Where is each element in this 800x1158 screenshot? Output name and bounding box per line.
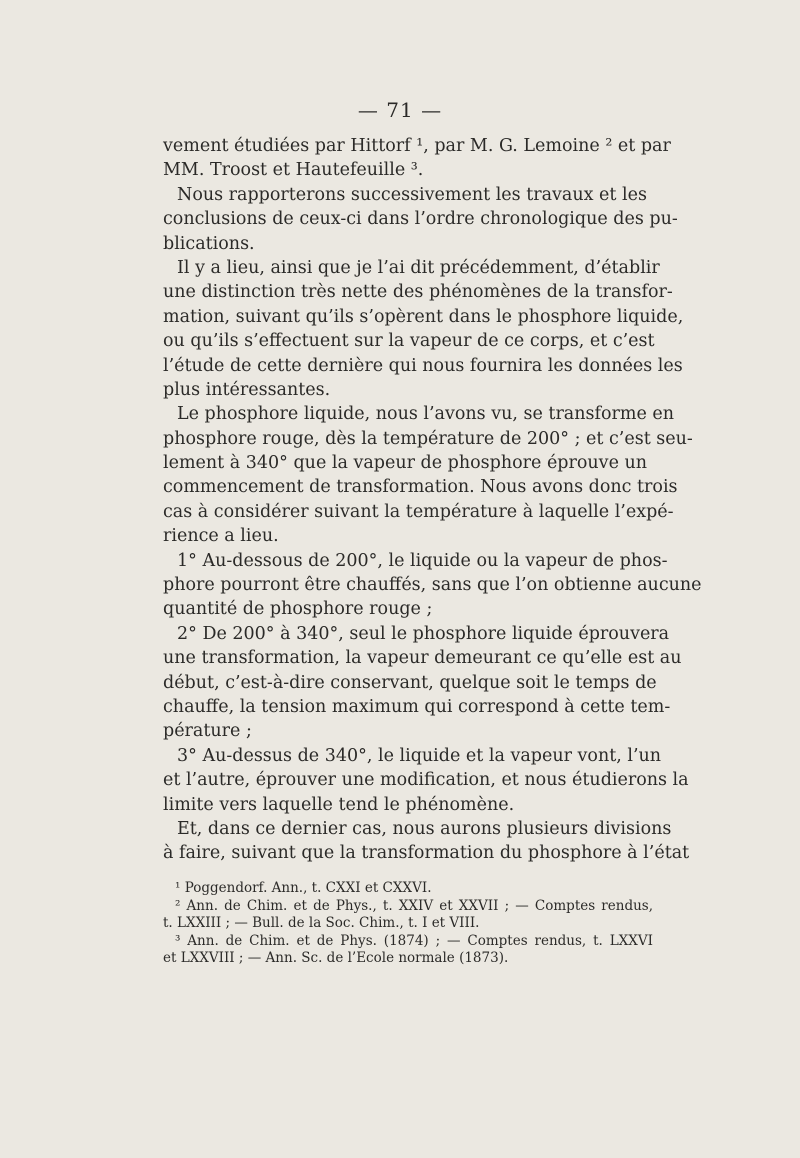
text-line: rience a lieu. bbox=[163, 526, 279, 547]
text-line: Il y a lieu, ainsi que je l’ai dit précédemment, d’établir bbox=[177, 257, 660, 278]
text-line: plus intéressantes. bbox=[163, 379, 331, 400]
text-line: une transformation, la vapeur demeurant ce qu’elle est au bbox=[163, 648, 682, 669]
body-text bbox=[163, 134, 702, 866]
text-line: conclusions de ceux-ci dans l’ordre chronologique des pu- bbox=[163, 209, 678, 230]
footnote-line: ¹ Poggendorf. Ann., t. CXXI et CXXVI. bbox=[175, 880, 432, 896]
text-line: pérature ; bbox=[163, 721, 252, 742]
text-line: Nous rapporterons successivement les travaux et les bbox=[177, 184, 647, 205]
text-line: l’étude de cette dernière qui nous fournira les données les bbox=[163, 355, 683, 376]
text-line: commencement de transformation. Nous avons donc trois bbox=[163, 477, 678, 498]
text-line: une distinction très nette des phénomènes de la transfor- bbox=[163, 282, 673, 303]
footnote-line: ³ Ann. de Chim. et de Phys. (1874) ; — Comptes rendus, t. LXXVI bbox=[175, 932, 653, 949]
text-line: mation, suivant qu’ils s’opèrent dans le phosphore liquide, bbox=[163, 306, 684, 327]
text-line: 2° De 200° à 340°, seul le phosphore liquide éprouvera bbox=[177, 623, 670, 644]
text-line: et l’autre, éprouver une modification, et nous étudierons la bbox=[163, 770, 689, 791]
text-line: vement étudiées par Hittorf ¹, par M. G. Lemoine ² et par bbox=[163, 136, 671, 156]
text-line: chauffe, la tension maximum qui correspond à cette tem- bbox=[163, 696, 671, 717]
text-line: quantité de phosphore rouge ; bbox=[163, 599, 433, 620]
footnotes bbox=[163, 880, 653, 968]
footnote-line: t. LXXIII ; — Bull. de la Soc. Chim., t. I et VIII. bbox=[163, 915, 480, 932]
page-number: — 71 — bbox=[357, 98, 443, 122]
footnote-line: et LXXVIII ; — Ann. Sc. de l’Ecole normale (1873). bbox=[163, 950, 509, 967]
text-line: à faire, suivant que la transformation du phosphore à l’état bbox=[163, 843, 690, 864]
text-line: cas à considérer suivant la température à laquelle l’expé- bbox=[163, 501, 674, 522]
text-line: début, c’est-à-dire conservant, quelque soit le temps de bbox=[163, 672, 657, 693]
text-line: 3° Au-dessus de 340°, le liquide et la vapeur vont, l’un bbox=[177, 745, 662, 766]
text-line: phosphore rouge, dès la température de 200° ; et c’est seu- bbox=[163, 428, 693, 449]
text-line: MM. Troost et Hautefeuille ³. bbox=[163, 160, 424, 181]
text-line: phore pourront être chauffés, sans que l’on obtienne aucune bbox=[163, 575, 702, 596]
text-line: 1° Au-dessous de 200°, le liquide ou la vapeur de phos- bbox=[177, 550, 668, 571]
text-line: Et, dans ce dernier cas, nous aurons plusieurs divisions bbox=[177, 818, 672, 839]
text-line: lement à 340° que la vapeur de phosphore éprouve un bbox=[163, 453, 648, 474]
text-line: blications. bbox=[163, 233, 255, 254]
text-line: ou qu’ils s’effectuent sur la vapeur de ce corps, et c’est bbox=[163, 331, 655, 352]
text-line: Le phosphore liquide, nous l’avons vu, se transforme en bbox=[177, 404, 675, 425]
text-line: limite vers laquelle tend le phénomène. bbox=[163, 794, 515, 815]
footnote-line: ² Ann. de Chim. et de Phys., t. XXIV et XXVII ; — Comptes rendus, bbox=[175, 897, 653, 914]
